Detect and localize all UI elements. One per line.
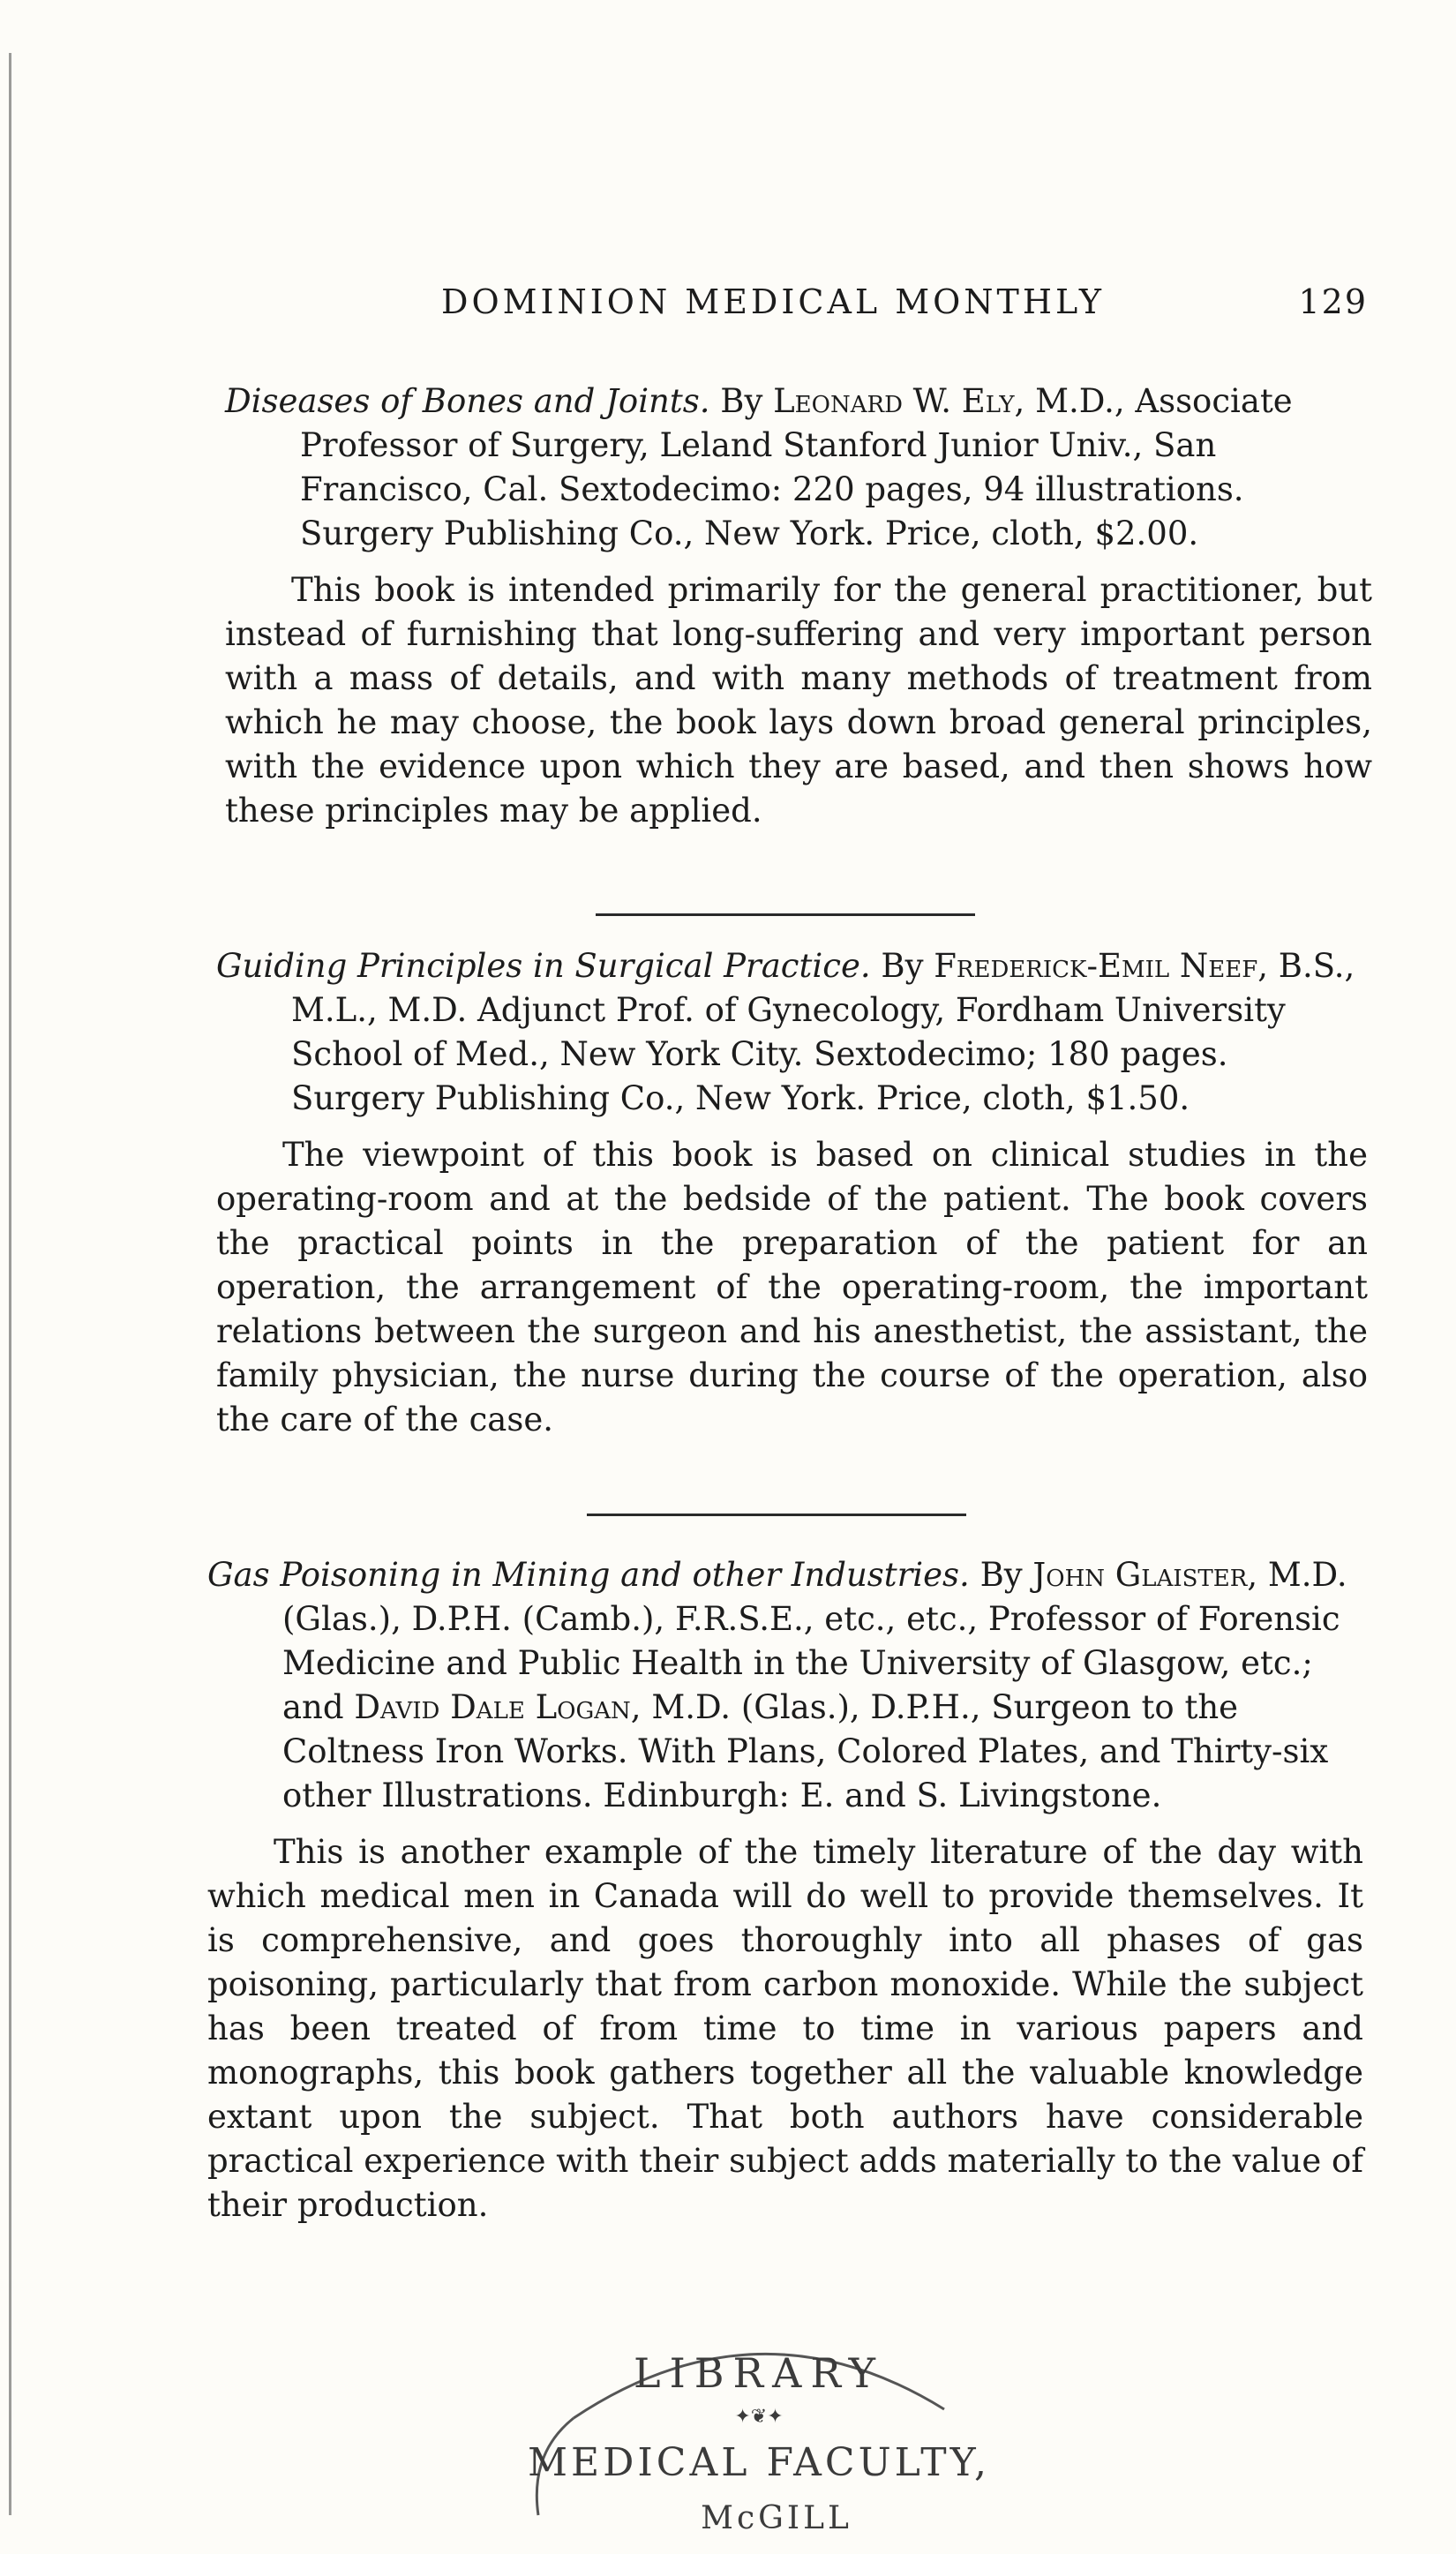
library-stamp: [521, 2312, 997, 2550]
author-3a: John Glaister,: [1032, 1556, 1258, 1594]
stamp-line-3: McGILL: [701, 2500, 852, 2536]
review-text-1: This book is intended primarily for the general practitioner, but instead of furnishing that long-suffering and very important person with a mass of details, and with many methods of treatment from which he may choose, the book lays down broad general principles, with the evidence upon which they are based, and then shows how these principles may be applied.: [225, 571, 1372, 830]
library-stamp-graphic: [521, 2312, 997, 2550]
review-text-2: The viewpoint of this book is based on clinical studies in the operating-room and at the bedside of the patient. The book covers the practical points in the preparation of the patient for an operation, the arrangement of the operating-room, the important relations between the surgeon and his anesthetist, the assistant, the family physician, the nurse during the course of the operation, also the care of the case.: [216, 1136, 1368, 1439]
book-details-3a: M.D. (Glas.), D.P.H. (Camb.), F.R.S.E., etc., etc., Professor of Forensic Medicine and Public Health in the University of Glasgow, etc.; and: [282, 1556, 1347, 1726]
book-details-3b: M.D. (Glas.), D.P.H., Surgeon to the Coltness Iron Works. With Plans, Colored Plates, and Thirty-six other Illustrations. Edinburgh: E. and S. Livingstone.: [282, 1688, 1329, 1814]
citation-3: [207, 1553, 1363, 1818]
by-label-3: By: [979, 1556, 1023, 1594]
by-label-1: By: [720, 382, 763, 420]
page-header: [441, 282, 1368, 321]
book-title-1: Diseases of Bones and Joints.: [225, 382, 710, 420]
review-entry-1: [225, 379, 1372, 833]
review-text-3: This is another example of the timely literature of the day with which medical men in Canada will do well to provide themselves. It is comprehensive, and goes thoroughly into all phases of gas poisoning, particularly that from carbon monoxide. While the subject has been treated of from time to time in various papers and monographs, this book gathers together all the valuable knowledge extant upon the subject. That both authors have considerable practical experience with their subject adds materially to the value of their production.: [207, 1833, 1363, 2224]
book-title-3: Gas Poisoning in Mining and other Industries.: [207, 1556, 970, 1594]
section-divider-2: [587, 1514, 966, 1516]
stamp-line-2: MEDICAL FACULTY,: [527, 2440, 991, 2485]
author-1: Leonard W. Ely,: [773, 382, 1025, 420]
stamp-ornament: ✦❦✦: [734, 2406, 784, 2428]
author-3b: David Dale Logan,: [354, 1688, 642, 1726]
stamp-line-1: LIBRARY: [634, 2349, 884, 2397]
review-entry-3: [207, 1553, 1363, 2227]
by-label-2: By: [881, 947, 924, 985]
author-2: Frederick-Emil Neef,: [934, 947, 1269, 985]
journal-title: DOMINION MEDICAL MONTHLY: [441, 282, 1105, 321]
citation-2: [216, 944, 1368, 1121]
book-details-1: M.D., Associate Professor of Surgery, Leland Stanford Junior Univ., San Francisco, Cal. Sextodecimo: 220 pages, 94 illustrations. Surgery Publishing Co., New York. Price, cloth, $2.00.: [300, 382, 1293, 552]
citation-1: [225, 379, 1372, 556]
book-title-2: Guiding Principles in Surgical Practice.: [216, 947, 871, 985]
book-details-2: B.S., M.L., M.D. Adjunct Prof. of Gynecology, Fordham University School of Med., New York City. Sextodecimo; 180 pages. Surgery Publishing Co., New York. Price, cloth, $1.50.: [291, 947, 1355, 1117]
page-number: 129: [1298, 282, 1368, 321]
section-divider-1: [596, 913, 975, 916]
binding-edge-line: [9, 53, 11, 2515]
review-entry-2: [216, 944, 1368, 1442]
